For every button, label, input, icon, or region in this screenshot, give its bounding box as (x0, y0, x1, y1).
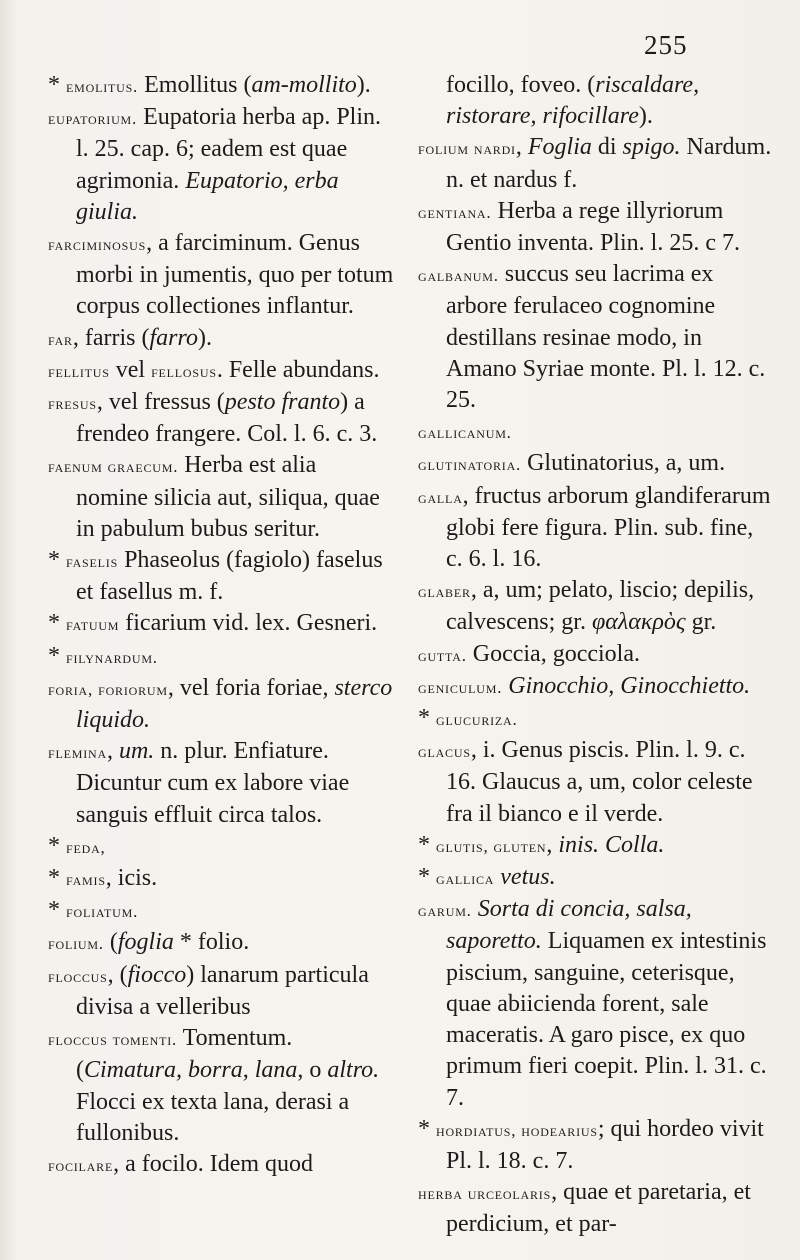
definition-text: ( (103, 929, 118, 956)
italic-gloss: Ginocchio, Ginocchietto. (508, 672, 751, 699)
headword: folium. (48, 934, 104, 954)
left-column (48, 70, 394, 1181)
right-column (418, 70, 774, 1241)
dictionary-entry (48, 102, 394, 228)
dictionary-entry (48, 387, 394, 450)
dictionary-entry (48, 355, 394, 387)
headword: famis (66, 870, 106, 890)
italic-gloss: Foglia (527, 134, 592, 161)
dictionary-entry (48, 863, 394, 895)
dictionary-entry (418, 132, 774, 195)
definition-text: succus seu lacrima ex arbore ferulaceo cognomine destillans resinae modo, in Amano Syriae monte. Pl. l. 12. c. 25. (446, 261, 766, 414)
headword: hordiatus, hodearius (436, 1120, 598, 1140)
italic-gloss: altro. (327, 1057, 380, 1084)
headword: fresus (48, 394, 97, 414)
definition-text: . Felle abundans. (216, 356, 380, 383)
italic-gloss: spigo. (622, 134, 681, 161)
asterisk-mark: * (48, 642, 60, 669)
dictionary-entry (418, 196, 774, 259)
definition-text: , ( (107, 961, 128, 988)
headword: glutis, gluten (436, 836, 547, 856)
headword: garum. (418, 901, 472, 921)
dictionary-entry (418, 481, 774, 576)
headword: geniculum. (418, 677, 503, 697)
dictionary-entry (48, 228, 394, 323)
dictionary-entry (418, 735, 774, 830)
dictionary-entry (418, 894, 774, 1113)
definition-text: Phaseolus (fagiolo) faselus et fasellus m. f. (76, 547, 383, 606)
dictionary-entry (48, 323, 394, 355)
definition-text: , farris ( (72, 324, 150, 351)
definition-text: , a farciminum. Genus morbi in jumentis, quo per totum corpus collectiones inflantur. (76, 230, 394, 320)
headword: gentiana. (418, 202, 492, 222)
headword: galbanum. (418, 266, 499, 286)
definition-text: , fructus arborum glandiferarum globi fere figura. Plin. sub. fine, c. 6. l. 16. (446, 482, 771, 573)
italic-gloss: inis. Colla. (558, 831, 665, 858)
italic-gloss: foglia (117, 929, 174, 956)
italic-gloss: pesto franto (224, 389, 341, 416)
asterisk-mark: * (48, 865, 60, 892)
definition-text: , vel fressus ( (96, 389, 225, 416)
definition-text: ). (638, 103, 653, 130)
headword: foria, foriorum (48, 679, 168, 699)
italic-gloss: Eupatorio, erba giulia. (76, 167, 339, 225)
italic-gloss: φαλακρὸς (591, 609, 686, 636)
headword: floccus (48, 966, 108, 986)
dictionary-entry (48, 1023, 394, 1149)
definition-text: Nardum. n. et nardus f. (446, 134, 772, 193)
italic-gloss: am-mollito (251, 72, 357, 98)
definition-text: * folio. (173, 929, 250, 956)
headword: faenum graecum. (48, 457, 179, 477)
headword: glaber (418, 582, 471, 602)
headword: farciminosus (48, 235, 147, 255)
headword: eupatorium. (48, 109, 138, 129)
dictionary-entry (418, 703, 774, 735)
definition-text: Herba a rege illyriorum Gentio inventa. Plin. l. 25. c 7. (446, 197, 740, 257)
headword: galla (418, 487, 463, 507)
dictionary-entry (418, 862, 774, 894)
definition-text: , (106, 738, 119, 765)
italic-gloss: um. (118, 738, 155, 765)
asterisk-mark: * (418, 705, 430, 732)
page-number: 255 (644, 30, 688, 60)
dictionary-entry (418, 1114, 774, 1177)
definition-text: ) a frendeo frangere. Col. l. 6. c. 3. (76, 389, 378, 448)
headword: glutinatoria. (418, 455, 522, 475)
definition-text: , (515, 134, 528, 161)
definition-text: , icis. (105, 865, 158, 892)
dictionary-entry (418, 416, 774, 448)
definition-text: , a focilo. Idem quod (113, 1150, 314, 1177)
headword: focilare (48, 1155, 114, 1175)
definition-text: n. plur. Enfiature. Dicuntur cum ex labore viae sanguis effluit circa talos. (76, 738, 350, 828)
definition-text: , a, um; pelato, liscio; depilis, calvescens; gr. (446, 577, 755, 636)
definition-text: , o (297, 1057, 328, 1084)
definition-text: , i. Genus piscis. Plin. l. 9. c. 16. Glaucus a, um, color celeste fra il bianco e il verde. (446, 737, 753, 827)
definition-text: Goccia, gocciola. (466, 640, 640, 667)
headword: fellitus (48, 361, 110, 381)
definition-text: , (546, 831, 559, 858)
asterisk-mark: * (418, 1115, 430, 1142)
asterisk-mark: * (418, 864, 430, 891)
headword: glacus (418, 742, 471, 762)
dictionary-entry (48, 641, 394, 673)
headword: emolitus. (66, 77, 139, 96)
headword: faselis (66, 552, 119, 572)
dictionary-entry (418, 671, 774, 703)
dictionary-entry (48, 895, 394, 927)
dictionary-entry (48, 545, 394, 608)
headword: gallicanum. (418, 423, 512, 443)
dictionary-entry (48, 608, 394, 640)
definition-text: ; qui hordeo vivit Pl. l. 18. c. 7. (446, 1115, 764, 1174)
headword: floccus tomenti. (48, 1030, 178, 1050)
headword: gallica (436, 869, 495, 889)
definition-text: focillo, foveo. ( (446, 72, 596, 98)
definition-text: Glutinatorius, a, um. (521, 450, 726, 477)
definition-text: , quae et paretaria, et perdicium, et par- (446, 1179, 751, 1238)
headword: gutta. (418, 645, 467, 665)
definition-text: ). (356, 72, 371, 98)
italic-gloss: Sorta di concia, salsa, saporetto. (446, 896, 692, 955)
dictionary-entry (48, 450, 394, 545)
italic-gloss: sterco liquido. (76, 674, 393, 734)
dictionary-entry (48, 927, 394, 959)
italic-gloss: riscaldare, ristorare, rifocillare (446, 72, 700, 130)
definition-text: ficarium vid. lex. Gesneri. (119, 610, 378, 637)
italic-gloss: vetus. (500, 864, 556, 891)
dictionary-entry (418, 70, 774, 132)
dictionary-entry (48, 70, 394, 102)
definition-text: Liquamen ex intestinis piscium, sanguine, ceterisque, quae abiicienda forent, sale maceratis. A garo pisce, ex quo primum fieri coepit. Plin. l. 31. c. 7. (446, 928, 767, 1111)
asterisk-mark: * (48, 832, 60, 859)
dictionary-entry (48, 960, 394, 1023)
dictionary-entry (48, 736, 394, 831)
headword: flemina (48, 743, 107, 763)
dictionary-entry (48, 673, 394, 736)
definition-text: Emollitus ( (138, 72, 252, 98)
definition-text: ) lanarum particula divisa a velleribus (76, 961, 369, 1020)
definition-text: Tomentum. ( (76, 1025, 293, 1084)
headword: fatuum (66, 615, 120, 635)
asterisk-mark: * (48, 547, 60, 574)
headword: feda, (66, 837, 106, 857)
definition-text: di (591, 134, 623, 161)
definition-text: , vel foria foriae, (167, 674, 335, 701)
dictionary-entry (418, 1177, 774, 1240)
asterisk-mark: * (48, 610, 60, 637)
italic-gloss: farro (149, 324, 198, 351)
headword: glucuriza. (436, 710, 518, 730)
headword: fellosus (151, 361, 217, 381)
asterisk-mark: * (48, 72, 60, 98)
dictionary-entry (418, 830, 774, 862)
italic-gloss: fiocco (127, 961, 187, 988)
headword: far (48, 329, 73, 349)
definition-text: Flocci ex texta lana, derasi a fullonibus. (76, 1088, 350, 1146)
headword: filynardum. (66, 647, 158, 667)
definition-text: ). (197, 324, 212, 351)
definition-text: gr. (685, 609, 717, 636)
dictionary-entry (418, 448, 774, 480)
asterisk-mark: * (418, 831, 430, 858)
headword: herba urceolaris (418, 1184, 552, 1204)
dictionary-entry (418, 639, 774, 671)
dictionary-entry (418, 259, 774, 416)
dictionary-entry (418, 575, 774, 638)
italic-gloss: Cimatura, borra, lana (84, 1057, 298, 1084)
headword: folium nardi (418, 139, 516, 159)
dictionary-entry (48, 1149, 394, 1181)
asterisk-mark: * (48, 897, 60, 924)
definition-text: vel (109, 356, 152, 383)
definition-text: Eupatoria herba ap. Plin. l. 25. cap. 6; eadem est quae agrimonia. (76, 104, 382, 194)
headword: foliatum. (66, 902, 139, 922)
dictionary-entry (48, 831, 394, 863)
definition-text: Herba est alia nomine silicia aut, siliqua, quae in pabulum bubus seritur. (76, 452, 380, 542)
